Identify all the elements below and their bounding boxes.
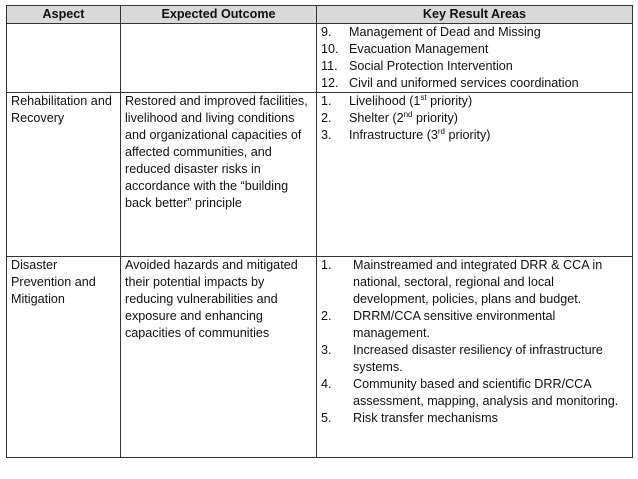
kra-number: 4.	[321, 377, 332, 391]
kra-text: Infrastructure (3rd priority)	[349, 126, 491, 142]
kra-text: Risk transfer mechanisms	[353, 411, 498, 425]
list-item	[321, 110, 628, 127]
list-item	[321, 410, 628, 427]
outcome-cell: Restored and improved facilities, livelihood and living conditions and organizational capacities of affected communities, and reduced disaster risks in accordance with the “building back better” principle	[121, 93, 317, 257]
header-aspect: Aspect	[7, 6, 121, 24]
outcome-cell: Avoided hazards and mitigated their potential impacts by reducing vulnerabilities and exposure and enhancing capacities of communities	[121, 257, 317, 458]
kra-list	[321, 257, 628, 427]
list-item	[321, 41, 628, 58]
outcome-cell	[121, 24, 317, 93]
kra-cell	[317, 257, 633, 458]
kra-text: DRRM/CCA sensitive environmental management.	[353, 309, 556, 340]
kra-number: 12.	[321, 76, 339, 90]
kra-list	[321, 24, 628, 92]
list-item	[321, 342, 628, 376]
list-item	[321, 93, 628, 110]
aspect-cell	[7, 24, 121, 93]
list-item	[321, 308, 628, 342]
kra-number: 3.	[321, 343, 332, 357]
kra-text: Mainstreamed and integrated DRR & CCA in national, sectoral, regional and local development, policies, plans and budget.	[353, 258, 603, 306]
kra-cell	[317, 93, 633, 257]
aspect-cell: Rehabilitation and Recovery	[7, 93, 121, 257]
aspect-cell: Disaster Prevention and Mitigation	[7, 257, 121, 458]
drrm-table	[6, 5, 633, 458]
kra-text: Civil and uniformed services coordination	[349, 76, 579, 90]
kra-text: Evacuation Management	[349, 42, 489, 56]
kra-number: 1.	[321, 94, 332, 108]
kra-cell	[317, 24, 633, 93]
kra-text: Social Protection Intervention	[349, 59, 513, 73]
kra-number: 10.	[321, 42, 339, 56]
header-expected-outcome: Expected Outcome	[121, 6, 317, 24]
kra-number: 9.	[321, 25, 332, 39]
kra-text: Increased disaster resiliency of infrastructure systems.	[353, 343, 603, 374]
header-row	[7, 6, 633, 24]
table-row	[7, 24, 633, 93]
list-item	[321, 24, 628, 41]
kra-text: Management of Dead and Missing	[349, 25, 541, 39]
kra-number: 1.	[321, 258, 332, 272]
list-item	[321, 376, 628, 410]
list-item	[321, 75, 628, 92]
kra-number: 11.	[321, 59, 338, 73]
kra-list	[321, 93, 628, 144]
kra-text: Community based and scientific DRR/CCA assessment, mapping, analysis and monitoring.	[353, 377, 619, 408]
kra-text: Shelter (2nd priority)	[349, 109, 458, 125]
kra-number: 2.	[321, 111, 332, 125]
kra-number: 5.	[321, 411, 332, 425]
kra-text: Livelihood (1st priority)	[349, 92, 473, 108]
header-key-result-areas: Key Result Areas	[317, 6, 633, 24]
table-row	[7, 257, 633, 458]
table-row	[7, 93, 633, 257]
list-item	[321, 58, 628, 75]
kra-number: 2.	[321, 309, 332, 323]
list-item	[321, 127, 628, 144]
list-item	[321, 257, 628, 308]
kra-number: 3.	[321, 128, 332, 142]
